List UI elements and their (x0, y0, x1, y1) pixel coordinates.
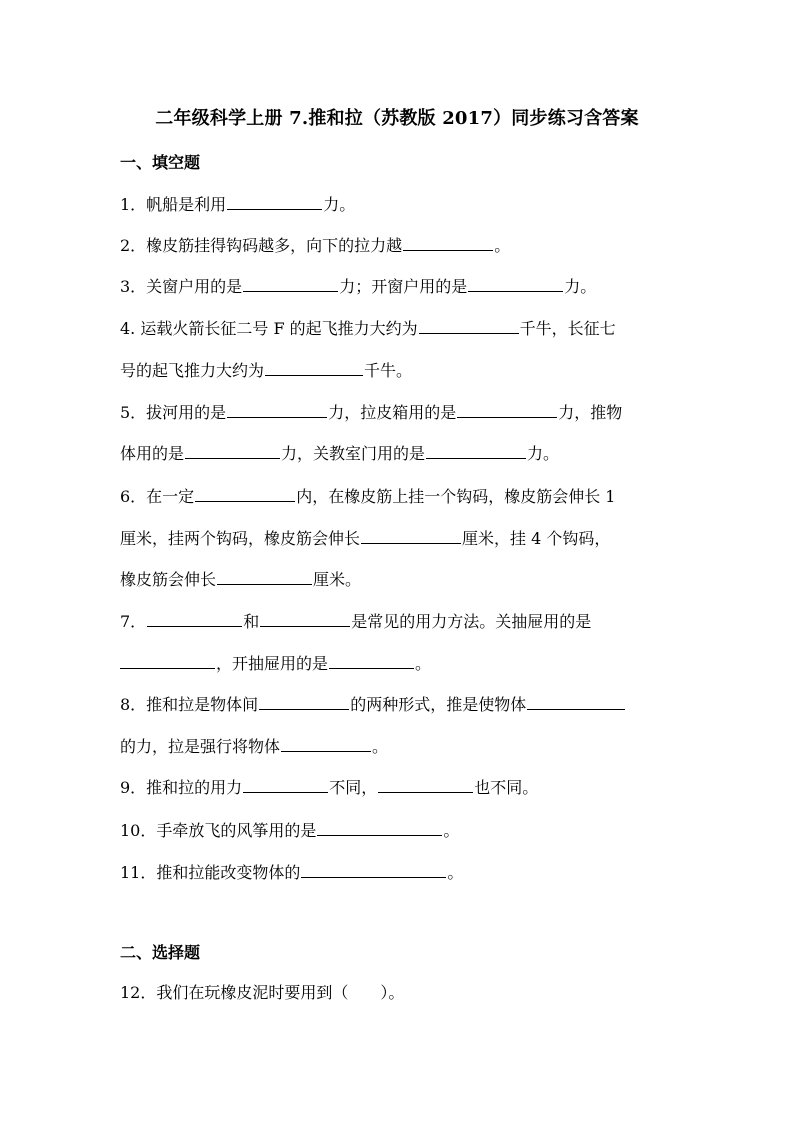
question-6-text-mid-2: 厘米，挂 4 个钩码， (462, 529, 611, 548)
question-5-text-mid: 力，拉皮箱用的是 (328, 403, 457, 422)
page-title: 二年级科学上册 7.推和拉（苏教版 2017）同步练习含答案 (155, 108, 639, 129)
section-heading-multiple-choice: 二、选择题 (120, 943, 201, 962)
answer-blank[interactable] (120, 650, 215, 669)
question-7-line-1 (120, 608, 591, 632)
question-8-text-end: 。 (372, 737, 389, 756)
answer-blank[interactable] (217, 566, 312, 585)
answer-blank[interactable] (317, 817, 442, 836)
question-8-text-2: 的力，拉是强行将物体 (120, 737, 281, 756)
question-7-text-mid-2: 是常见的用力方法。关抽屉用的是 (351, 612, 592, 631)
question-7-text: 7． (120, 612, 147, 631)
question-5-text-mid-3: 力，关教室门用的是 (281, 444, 426, 463)
question-9-text-end: 也不同。 (474, 778, 539, 797)
answer-blank[interactable] (403, 232, 493, 251)
question-2-text-end: 。 (494, 236, 511, 255)
question-1-text: 1．帆船是利用 (120, 195, 227, 214)
answer-blank[interactable] (259, 691, 349, 710)
question-6-line-3 (120, 566, 361, 590)
answer-blank[interactable] (329, 650, 414, 669)
question-7-text-mid: 和 (243, 612, 260, 631)
question-8-text: 8．推和拉是物体间 (120, 695, 259, 714)
question-8-line-2 (120, 733, 388, 757)
question-5-text-end: 力。 (527, 444, 560, 463)
question-4-text: 4. 运载火箭长征二号 F 的起飞推力大约为 (120, 319, 418, 338)
question-8-text-mid: 的两种形式，推是使物体 (350, 695, 527, 714)
answer-blank[interactable] (265, 357, 363, 376)
question-3-text: 3．关窗户用的是 (120, 277, 243, 296)
question-4-line-1 (120, 315, 616, 339)
question-6-line-2 (120, 525, 610, 549)
answer-blank[interactable] (361, 525, 461, 544)
question-10-text-end: 。 (443, 821, 460, 840)
question-11-text: 11．推和拉能改变物体的 (120, 863, 301, 882)
question-7-text-mid-3: ，开抽屉用的是 (216, 654, 329, 673)
question-5-text-2: 体用的是 (120, 444, 185, 463)
question-2-text: 2．橡皮筋挂得钩码越多，向下的拉力越 (120, 236, 403, 255)
question-9-text: 9．推和拉的用力 (120, 778, 243, 797)
question-6-line-1 (120, 483, 615, 507)
answer-blank[interactable] (426, 440, 526, 459)
answer-blank[interactable] (281, 733, 371, 752)
question-5-line-1 (120, 399, 622, 423)
answer-blank[interactable] (227, 191, 322, 210)
answer-blank[interactable] (147, 608, 242, 627)
answer-blank[interactable] (243, 273, 338, 292)
question-9-text-mid: 不同， (329, 778, 378, 797)
question-4-line-2 (120, 357, 412, 381)
answer-blank[interactable] (527, 691, 625, 710)
question-6-text: 6．在一定 (120, 487, 195, 506)
question-11 (120, 859, 463, 883)
question-5-text-mid-2: 力，推物 (558, 403, 623, 422)
answer-blank[interactable] (468, 273, 563, 292)
question-5-line-2 (120, 440, 559, 464)
question-10-text: 10．手牵放飞的风筝用的是 (120, 821, 317, 840)
question-5-text: 5．拔河用的是 (120, 403, 227, 422)
question-7-text-end: 。 (415, 654, 432, 673)
answer-blank[interactable] (243, 774, 328, 793)
question-6-text-3: 橡皮筋会伸长 (120, 570, 217, 589)
question-2 (120, 232, 510, 256)
answer-blank[interactable] (260, 608, 350, 627)
answer-blank[interactable] (378, 774, 473, 793)
question-11-text-end: 。 (447, 863, 464, 882)
answer-blank[interactable] (227, 399, 327, 418)
question-10 (120, 817, 459, 841)
answer-blank[interactable] (185, 440, 280, 459)
question-6-text-2: 厘米，挂两个钩码，橡皮筋会伸长 (120, 529, 361, 548)
question-6-text-mid: 内，在橡皮筋上挂一个钩码，橡皮筋会伸长 1 (296, 487, 616, 506)
question-12 (120, 983, 404, 1003)
question-6-text-end: 厘米。 (313, 570, 362, 589)
section-heading-fill-in: 一、填空题 (120, 153, 201, 172)
question-1-text-end: 力。 (323, 195, 356, 214)
question-9 (120, 774, 538, 798)
answer-blank[interactable] (457, 399, 557, 418)
question-1 (120, 191, 355, 215)
question-12-text: 12．我们在玩橡皮泥时要用到（ ）。 (120, 983, 405, 1002)
answer-blank[interactable] (195, 483, 295, 502)
question-4-text-mid: 千牛，长征七 (519, 319, 616, 338)
question-4-text-end: 千牛。 (364, 361, 413, 380)
answer-blank[interactable] (301, 859, 446, 878)
question-3-text-mid: 力；开窗户用的是 (339, 277, 468, 296)
answer-blank[interactable] (419, 315, 519, 334)
question-4-text-2: 号的起飞推力大约为 (120, 361, 265, 380)
question-8-line-1 (120, 691, 626, 715)
question-7-line-2 (120, 650, 431, 674)
question-3 (120, 273, 596, 297)
question-3-text-end: 力。 (564, 277, 597, 296)
